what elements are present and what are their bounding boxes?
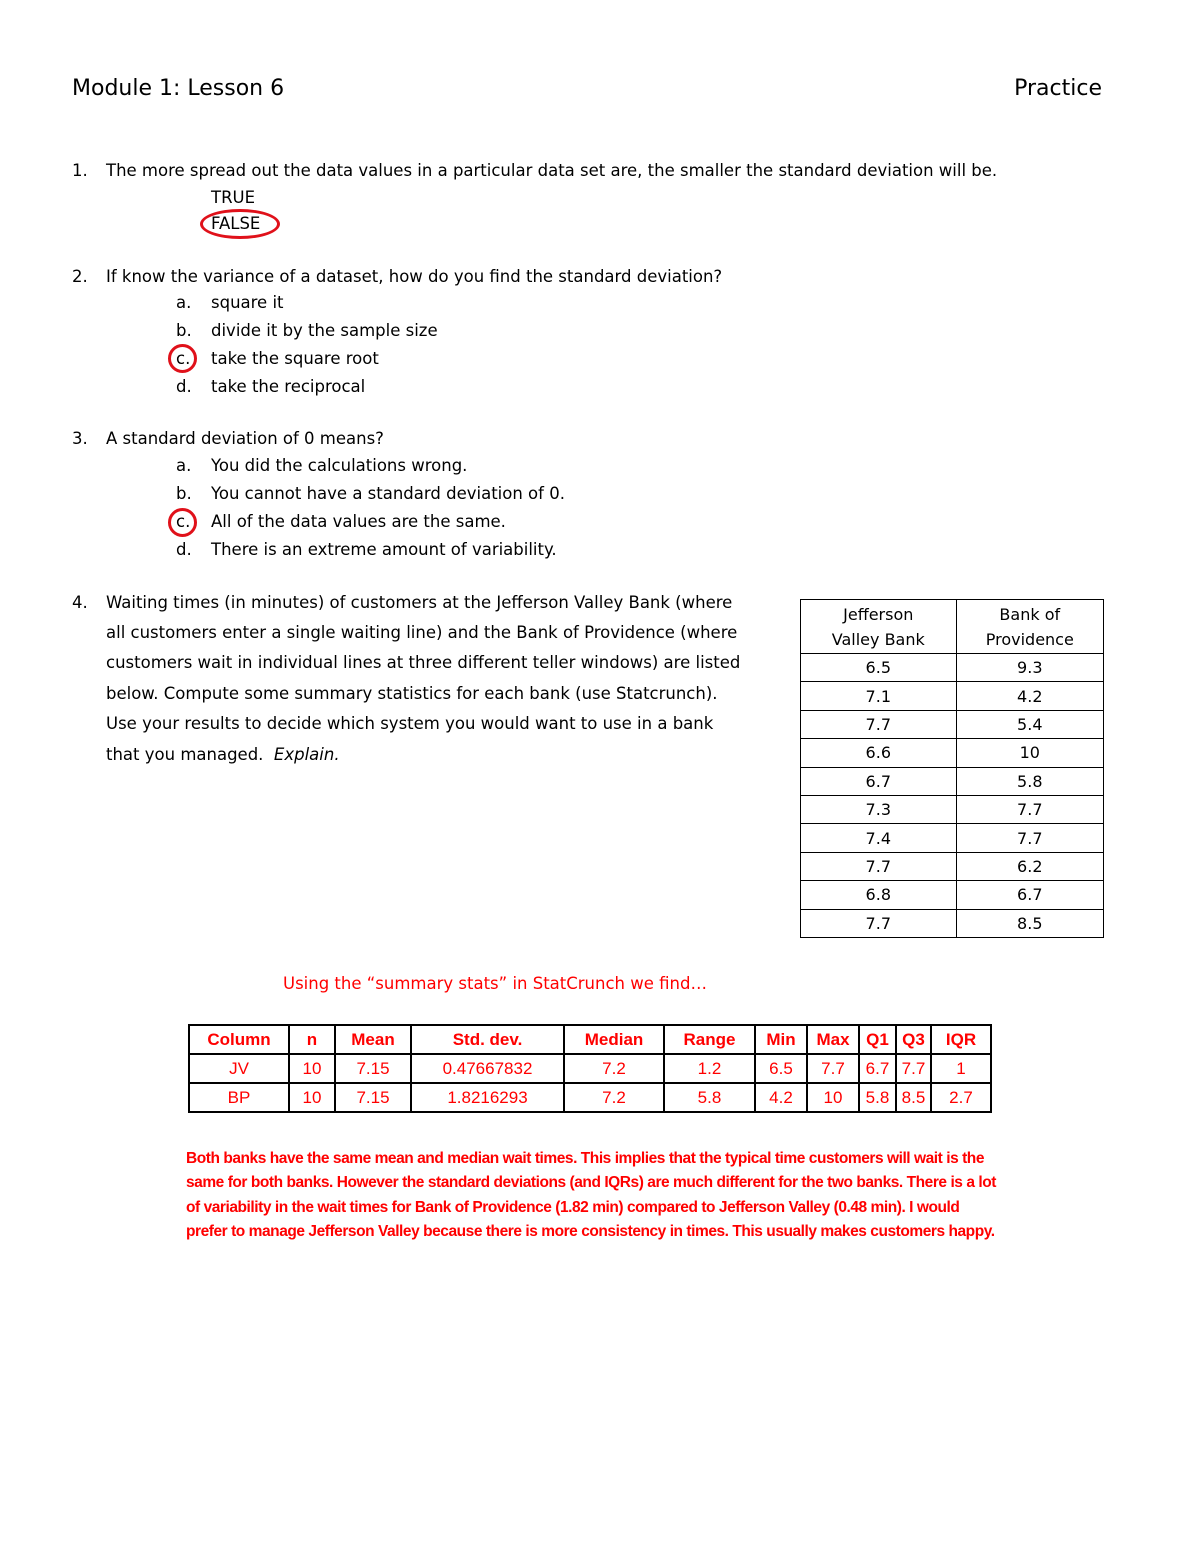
table-cell: 9.3 xyxy=(956,654,1103,682)
summary-intro: Using the “summary stats” in StatCrunch we find… xyxy=(283,974,707,993)
table-cell: 7.7 xyxy=(956,824,1103,852)
table-cell: 10 xyxy=(289,1054,335,1083)
answer-line: Both banks have the same mean and median wait times. This implies that the typical time customers will wait is the xyxy=(186,1150,984,1167)
table-row xyxy=(801,824,1104,852)
header-line: Bank of xyxy=(999,604,1061,624)
bank-header-jefferson xyxy=(801,600,957,654)
table-cell: 1.8216293 xyxy=(411,1083,564,1112)
q3-option-letter: d. xyxy=(176,540,192,559)
q4-line: customers wait in individual lines at three different teller windows) are listed xyxy=(106,653,741,672)
answer-circle xyxy=(200,209,280,239)
table-cell: 10 xyxy=(289,1083,335,1112)
q3-option-letter: c. xyxy=(176,512,191,531)
table-cell: 6.7 xyxy=(801,767,957,795)
table-cell: 5.8 xyxy=(956,767,1103,795)
q4-line: that you managed. xyxy=(106,745,264,764)
table-cell: 7.4 xyxy=(801,824,957,852)
table-cell: 6.8 xyxy=(801,881,957,909)
page-subtitle: Practice xyxy=(1014,76,1102,101)
q1-text: The more spread out the data values in a particular data set are, the smaller the standard deviation will be. xyxy=(106,161,998,180)
q4-explain: Explain. xyxy=(273,745,340,764)
table-cell: 7.7 xyxy=(807,1054,859,1083)
table-row xyxy=(189,1054,991,1083)
table-cell: 10 xyxy=(807,1083,859,1112)
q2-option-letter: c. xyxy=(176,349,191,368)
table-cell: 1 xyxy=(931,1054,991,1083)
q2-option-b[interactable]: divide it by the sample size xyxy=(211,321,438,340)
table-cell: 5.4 xyxy=(956,710,1103,738)
q2-option-letter: d. xyxy=(176,377,192,396)
table-cell: JV xyxy=(189,1054,289,1083)
header-line: Valley Bank xyxy=(831,629,925,649)
stats-header: Column xyxy=(189,1025,289,1054)
table-cell: 7.2 xyxy=(564,1054,664,1083)
table-cell: 0.47667832 xyxy=(411,1054,564,1083)
table-cell: 7.7 xyxy=(801,909,957,937)
table-cell: 7.2 xyxy=(564,1083,664,1112)
q3-option-b[interactable]: You cannot have a standard deviation of 0. xyxy=(211,484,565,503)
table-row xyxy=(801,682,1104,710)
table-cell: 6.7 xyxy=(859,1054,896,1083)
summary-stats-table xyxy=(188,1024,992,1113)
table-cell: 1.2 xyxy=(664,1054,755,1083)
table-cell: 7.1 xyxy=(801,682,957,710)
table-cell: 6.5 xyxy=(755,1054,807,1083)
q2-option-letter: a. xyxy=(176,293,192,312)
answer-line: prefer to manage Jefferson Valley because there is more consistency in times. This usually makes customers happy. xyxy=(186,1222,995,1240)
bank-wait-times-table xyxy=(800,599,1104,938)
answer-circle xyxy=(168,344,197,373)
q3-option-d[interactable]: There is an extreme amount of variability. xyxy=(211,540,557,559)
q3-option-letter: b. xyxy=(176,484,192,503)
table-cell: 10 xyxy=(956,739,1103,767)
table-row xyxy=(801,767,1104,795)
q1-option-false[interactable]: FALSE xyxy=(211,214,261,233)
q4-line: all customers enter a single waiting line) and the Bank of Providence (where xyxy=(106,623,738,642)
q2-option-d[interactable]: take the reciprocal xyxy=(211,377,366,396)
answer-line: same for both banks. However the standard deviations (and IQRs) are much different for the two banks. There is a lot xyxy=(186,1174,996,1192)
stats-header: Min xyxy=(755,1025,807,1054)
q1-number: 1. xyxy=(72,161,88,180)
table-cell: 4.2 xyxy=(956,682,1103,710)
table-cell: 2.7 xyxy=(931,1083,991,1112)
table-row xyxy=(801,710,1104,738)
q2-number: 2. xyxy=(72,267,88,286)
q4-line: below. Compute some summary statistics for each bank (use Statcrunch). xyxy=(106,684,718,703)
table-row xyxy=(801,881,1104,909)
table-row xyxy=(801,852,1104,880)
table-cell: 6.6 xyxy=(801,739,957,767)
table-cell: 8.5 xyxy=(896,1083,931,1112)
table-cell: 6.5 xyxy=(801,654,957,682)
stats-header: Mean xyxy=(335,1025,411,1054)
header-line: Providence xyxy=(985,629,1074,649)
q3-number: 3. xyxy=(72,429,88,448)
q2-option-a[interactable]: square it xyxy=(211,293,284,312)
bank-header-providence xyxy=(956,600,1103,654)
table-cell: 7.3 xyxy=(801,795,957,823)
page-title: Module 1: Lesson 6 xyxy=(72,76,285,101)
q3-option-c[interactable]: All of the data values are the same. xyxy=(211,512,506,531)
q4-number: 4. xyxy=(72,593,88,612)
table-row xyxy=(801,795,1104,823)
table-cell: 6.7 xyxy=(956,881,1103,909)
table-row xyxy=(801,654,1104,682)
table-cell: 7.7 xyxy=(956,795,1103,823)
table-row xyxy=(189,1083,991,1112)
table-cell: 7.15 xyxy=(335,1083,411,1112)
table-cell: 5.8 xyxy=(664,1083,755,1112)
q4-line: Use your results to decide which system you would want to use in a bank xyxy=(106,714,714,733)
table-row xyxy=(801,909,1104,937)
stats-header: Range xyxy=(664,1025,755,1054)
q4-line-last xyxy=(106,745,340,764)
table-row xyxy=(801,739,1104,767)
q2-option-c[interactable]: take the square root xyxy=(211,349,379,368)
table-cell: 6.2 xyxy=(956,852,1103,880)
q3-option-letter: a. xyxy=(176,456,192,475)
answer-circle xyxy=(168,508,197,537)
q1-option-true[interactable]: TRUE xyxy=(211,188,256,207)
stats-header: n xyxy=(289,1025,335,1054)
header-line: Jefferson xyxy=(843,604,914,624)
table-cell: 7.15 xyxy=(335,1054,411,1083)
q3-option-a[interactable]: You did the calculations wrong. xyxy=(211,456,468,475)
table-cell: 7.7 xyxy=(801,710,957,738)
table-cell: 8.5 xyxy=(956,909,1103,937)
q3-text: A standard deviation of 0 means? xyxy=(106,429,384,448)
stats-header-row xyxy=(189,1025,991,1054)
table-cell: 4.2 xyxy=(755,1083,807,1112)
table-cell: 5.8 xyxy=(859,1083,896,1112)
table-cell: BP xyxy=(189,1083,289,1112)
answer-line: of variability in the wait times for Bank of Providence (1.82 min) compared to Jefferson Valley (0.48 min). I would xyxy=(186,1198,960,1216)
table-cell: 7.7 xyxy=(801,852,957,880)
stats-header: Q3 xyxy=(896,1025,931,1054)
stats-header: Median xyxy=(564,1025,664,1054)
stats-header: Std. dev. xyxy=(411,1025,564,1054)
stats-header: Q1 xyxy=(859,1025,896,1054)
q2-option-letter: b. xyxy=(176,321,192,340)
stats-header: Max xyxy=(807,1025,859,1054)
q2-text: If know the variance of a dataset, how do you find the standard deviation? xyxy=(106,267,723,286)
q4-line: Waiting times (in minutes) of customers at the Jefferson Valley Bank (where xyxy=(106,593,733,612)
answer-paragraph xyxy=(186,1147,1136,1244)
table-cell: 7.7 xyxy=(896,1054,931,1083)
stats-header: IQR xyxy=(931,1025,991,1054)
